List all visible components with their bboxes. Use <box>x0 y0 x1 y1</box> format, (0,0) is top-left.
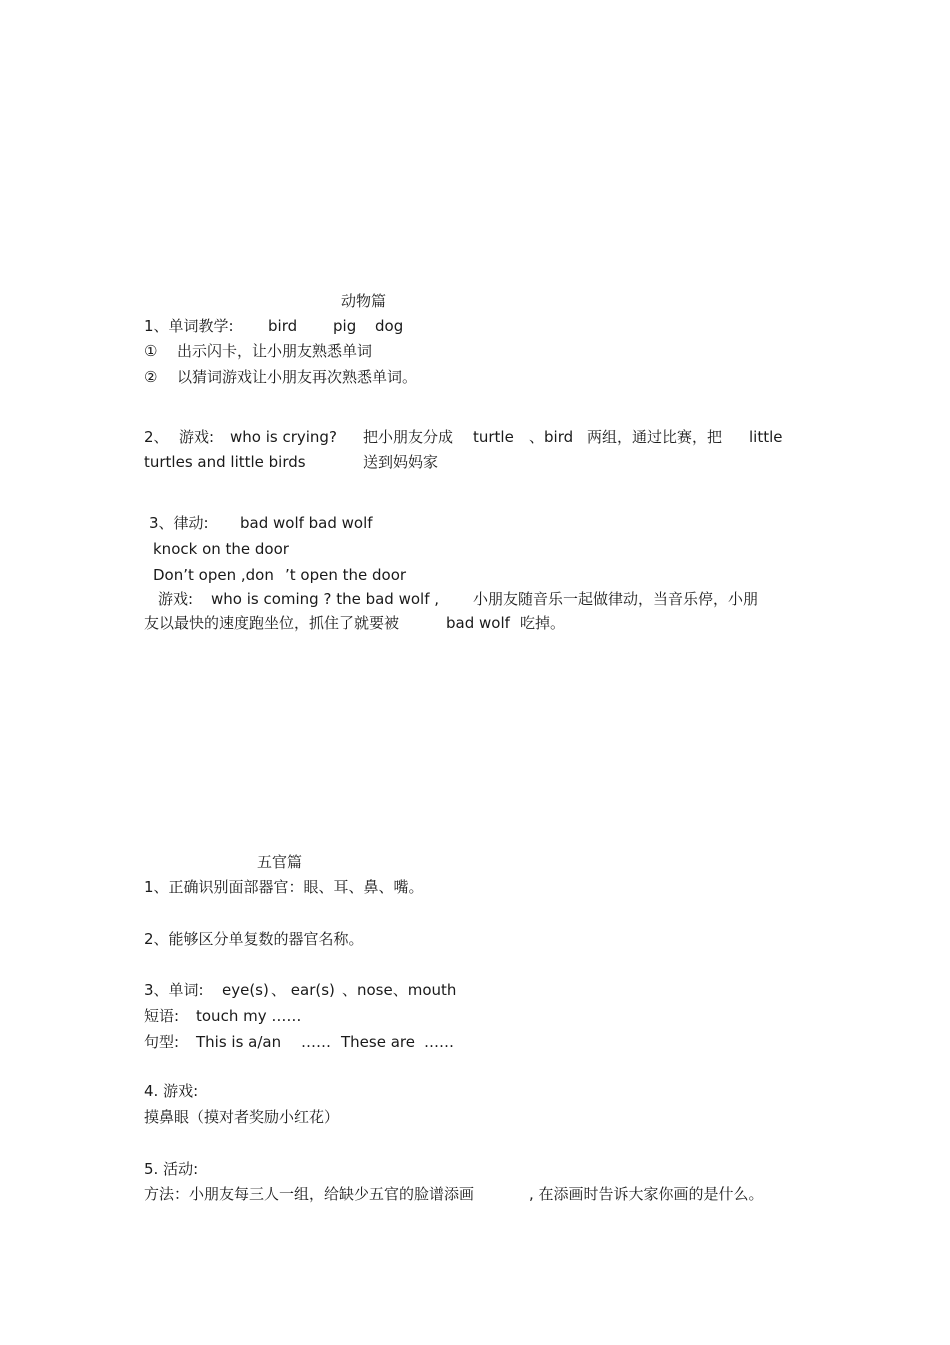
features-item4-label: 4. 游戏: <box>144 1082 199 1100</box>
animals-item3-game-label: 游戏: <box>158 590 194 608</box>
animals-item3-game-name: who is coming ? the bad wolf , <box>211 590 440 608</box>
features-item1: 1、正确识别面部器官：眼、耳、鼻、嘴。 <box>144 878 424 896</box>
features-pattern-label: 句型: <box>144 1033 180 1051</box>
animals-subitem2-number: ② <box>144 368 158 386</box>
animals-item3-line5b: bad wolf <box>446 614 510 632</box>
animals-word-bird: bird <box>268 317 298 335</box>
section-title-animals: 动物篇 <box>341 292 387 310</box>
section-title-features: 五官篇 <box>257 853 303 871</box>
features-word-ears: 、 ear(s) <box>271 981 335 999</box>
features-pattern-text-1: This is a/an <box>196 1033 282 1051</box>
features-word-eyes: eye(s) <box>222 981 269 999</box>
animals-item3-label: 3、律动: <box>149 514 209 532</box>
animals-chant-line3b: ’t open the door <box>285 566 407 584</box>
animals-item2-text-turtle: turtle <box>473 428 514 446</box>
animals-item1-label: 1、单词教学: <box>144 317 234 335</box>
features-phrase-label: 短语: <box>144 1007 180 1025</box>
animals-item2-text-1: 把小朋友分成 <box>363 428 454 446</box>
animals-subitem2-text: 以猜词游戏让小朋友再次熟悉单词。 <box>177 368 418 386</box>
animals-word-pig: pig <box>333 317 357 335</box>
animals-item2-game-name: who is crying? <box>230 428 337 446</box>
features-item4-text: 摸鼻眼（摸对者奖励小红花） <box>144 1108 340 1126</box>
animals-item2-line2-en: turtles and little birds <box>144 453 306 471</box>
features-pattern-text-4: …… <box>424 1033 454 1051</box>
animals-item2-line2-zh: 送到妈妈家 <box>363 453 439 471</box>
features-item5-text-2: , 在添画时告诉大家你画的是什么。 <box>529 1185 764 1203</box>
animals-item2-text-2: 两组，通过比赛，把 <box>587 428 723 446</box>
animals-item2-text-little: little <box>749 428 783 446</box>
animals-item3-line5a: 友以最快的速度跑坐位，抓住了就要被 <box>144 614 400 632</box>
animals-item2-label: 2、 <box>144 428 169 446</box>
animals-word-dog: dog <box>375 317 404 335</box>
animals-chant-line1: bad wolf bad wolf <box>240 514 373 532</box>
animals-chant-line3a: Don’t open ,don <box>153 566 274 584</box>
features-pattern-text-2: …… <box>301 1033 331 1051</box>
animals-item2-text-bird: 、bird <box>529 428 574 446</box>
animals-item3-text-1: 小朋友随音乐一起做律动，当音乐停，小朋 <box>473 590 759 608</box>
features-pattern-text-3: These are <box>341 1033 415 1051</box>
features-word-nose-mouth: 、nose、mouth <box>342 981 457 999</box>
animals-subitem1-number: ① <box>144 342 158 360</box>
animals-chant-line2: knock on the door <box>153 540 289 558</box>
features-item3-label: 3、单词: <box>144 981 204 999</box>
features-phrase-text: touch my …… <box>196 1007 302 1025</box>
animals-subitem1-text: 出示闪卡，让小朋友熟悉单词 <box>177 342 373 360</box>
animals-item3-line5c: 吃掉。 <box>520 614 566 632</box>
features-item2: 2、能够区分单复数的器官名称。 <box>144 930 364 948</box>
animals-item2-game-label: 游戏: <box>179 428 215 446</box>
features-item5-text-1: 方法：小朋友每三人一组，给缺少五官的脸谱添画 <box>144 1185 475 1203</box>
features-item5-label: 5. 活动: <box>144 1160 199 1178</box>
